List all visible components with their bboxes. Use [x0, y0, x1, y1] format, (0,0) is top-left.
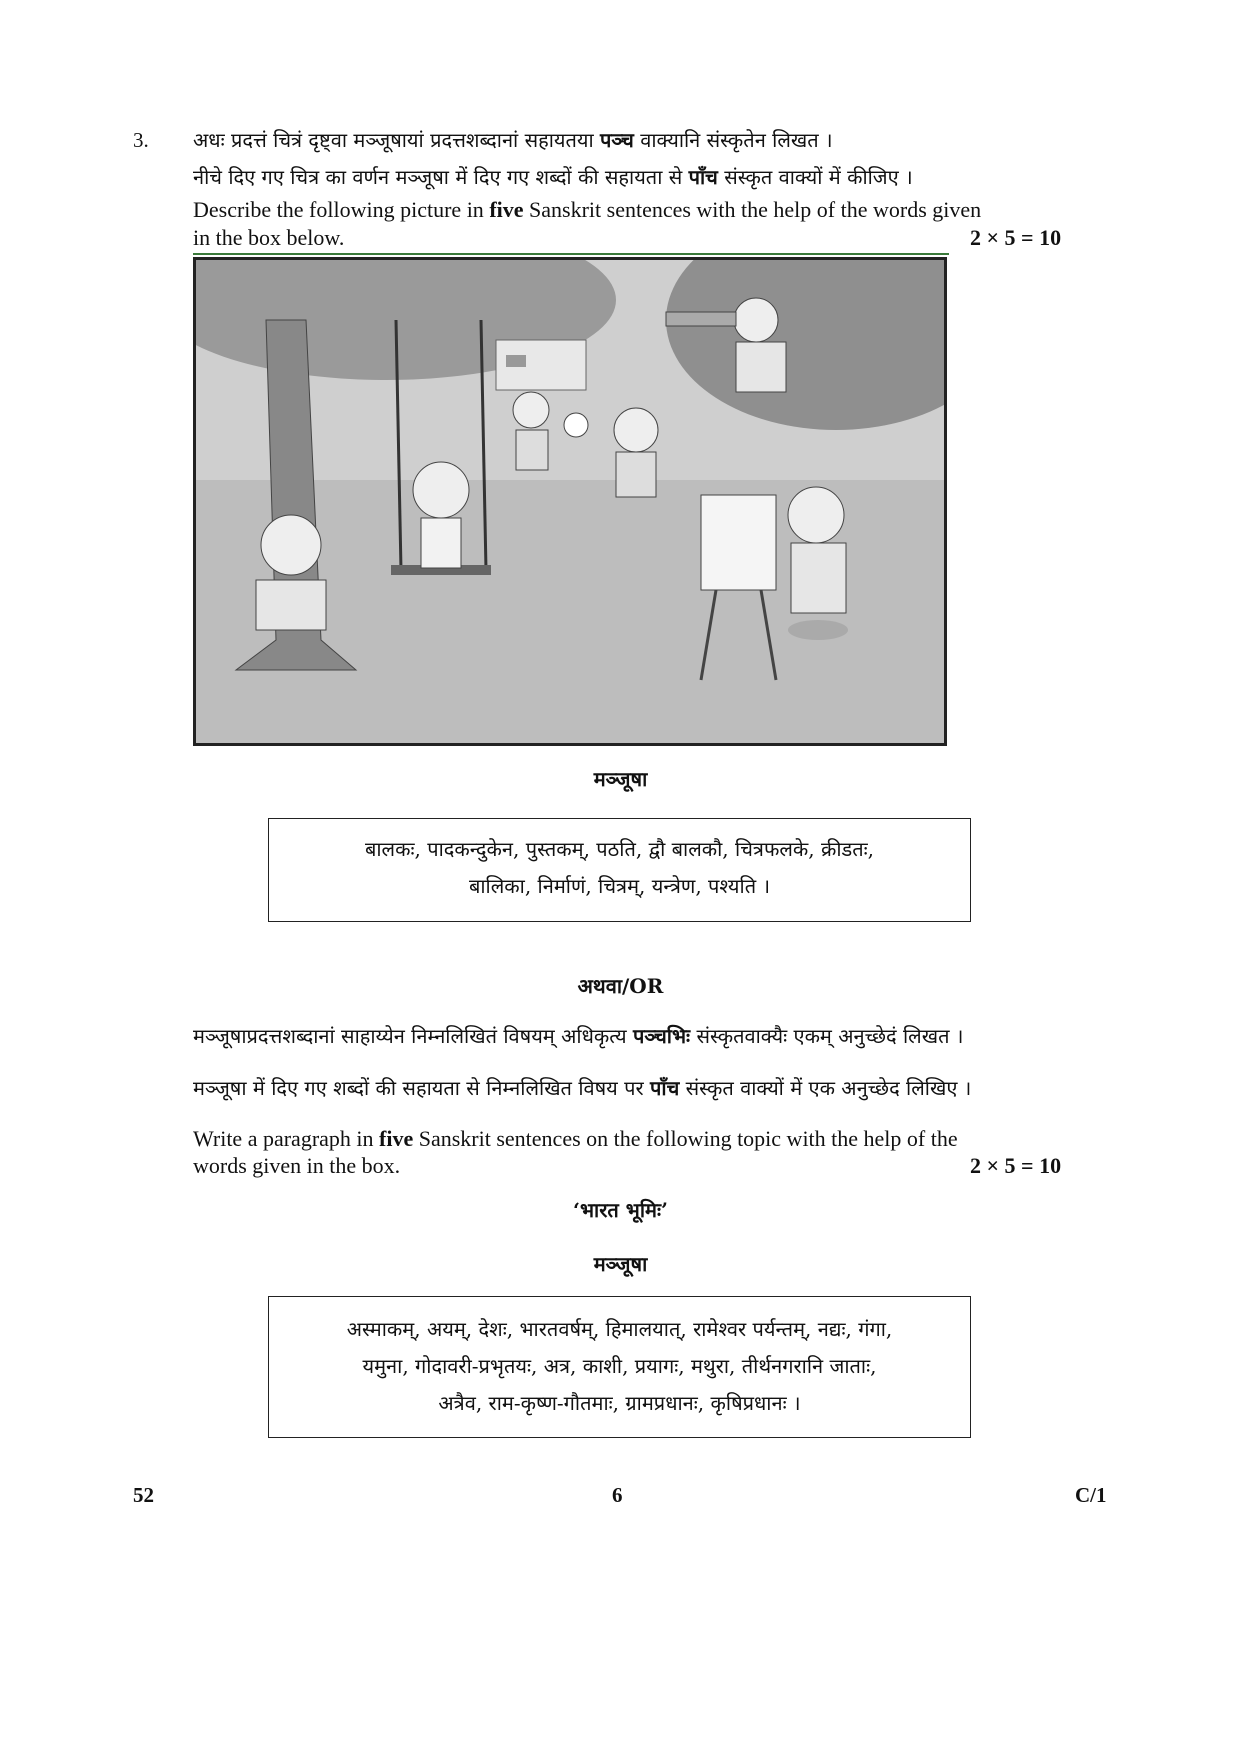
alt-instruction-english-line2: words given in the box. [193, 1153, 401, 1178]
manjusha-title-2: मञ्जूषा [593, 1252, 648, 1276]
instruction-english-line2: in the box below. [193, 225, 345, 250]
question-marks: 2 × 5 = 10 [970, 225, 1062, 250]
manjusha-title: मञ्जूषा [593, 767, 648, 791]
or-heading: अथवा/OR [577, 974, 664, 998]
word-box-line: अत्रैव, राम-कृष्ण-गौतमाः, ग्रामप्रधानः, कृषिप्रधानः । [438, 1391, 801, 1415]
word-box-1 [268, 818, 971, 922]
alt-instruction-english: Write a paragraph in five Sanskrit sentences on the following topic with the help of the [193, 1126, 958, 1151]
divider [193, 253, 949, 255]
alt-instruction-hindi: मञ्जूषा में दिए गए शब्दों की सहायता से निम्नलिखित विषय पर पाँच संस्कृत वाक्यों में एक अनुच्छेद लिखिए । [193, 1076, 972, 1100]
word-box-line: बालिका, निर्माणं, चित्रम्, यन्त्रेण, पश्यति । [468, 874, 771, 898]
instruction-sanskrit: अधः प्रदत्तं चित्रं दृष्ट्वा मञ्जूषायां प्रदत्तशब्दानां सहायतया पञ्च वाक्यानि संस्कृतेन लिखत । [193, 128, 833, 152]
word-box-line: अस्माकम्, अयम्, देशः, भारतवर्षम्, हिमालयात्, रामेश्वर पर्यन्तम्, नद्यः, गंगा, [346, 1317, 893, 1341]
word-box-2 [268, 1296, 971, 1438]
park-scene [196, 260, 944, 743]
alt-instruction-sanskrit: मञ्जूषाप्रदत्तशब्दानां साहाय्येन निम्नलिखितं विषयम् अधिकृत्य पञ्चभिः संस्कृतवाक्यैः एकम् अनुच्छेदं लिखत । [193, 1024, 964, 1048]
word-box-line: बालकः, पादकन्दुकेन, पुस्तकम्, पठति, द्वौ बालकौ, चित्रफलके, क्रीडतः, [364, 837, 875, 861]
topic-title: ‘भारत भूमिः’ [573, 1198, 668, 1222]
question-number: 3. [133, 128, 149, 152]
footer-set: C/1 [1075, 1483, 1107, 1507]
page-number: 6 [612, 1483, 623, 1507]
footer-code: 52 [133, 1483, 154, 1507]
word-box-line: यमुना, गोदावरी-प्रभृतयः, अत्र, काशी, प्रयागः, मथुरा, तीर्थनगरानि जाताः, [362, 1354, 877, 1378]
instruction-english: Describe the following picture in five Sanskrit sentences with the help of the words given [193, 197, 982, 222]
instruction-hindi: नीचे दिए गए चित्र का वर्णन मञ्जूषा में दिए गए शब्दों की सहायता से पाँच संस्कृत वाक्यों में कीजिए । [193, 165, 913, 189]
alt-marks: 2 × 5 = 10 [970, 1153, 1062, 1178]
park-illustration [193, 257, 947, 746]
